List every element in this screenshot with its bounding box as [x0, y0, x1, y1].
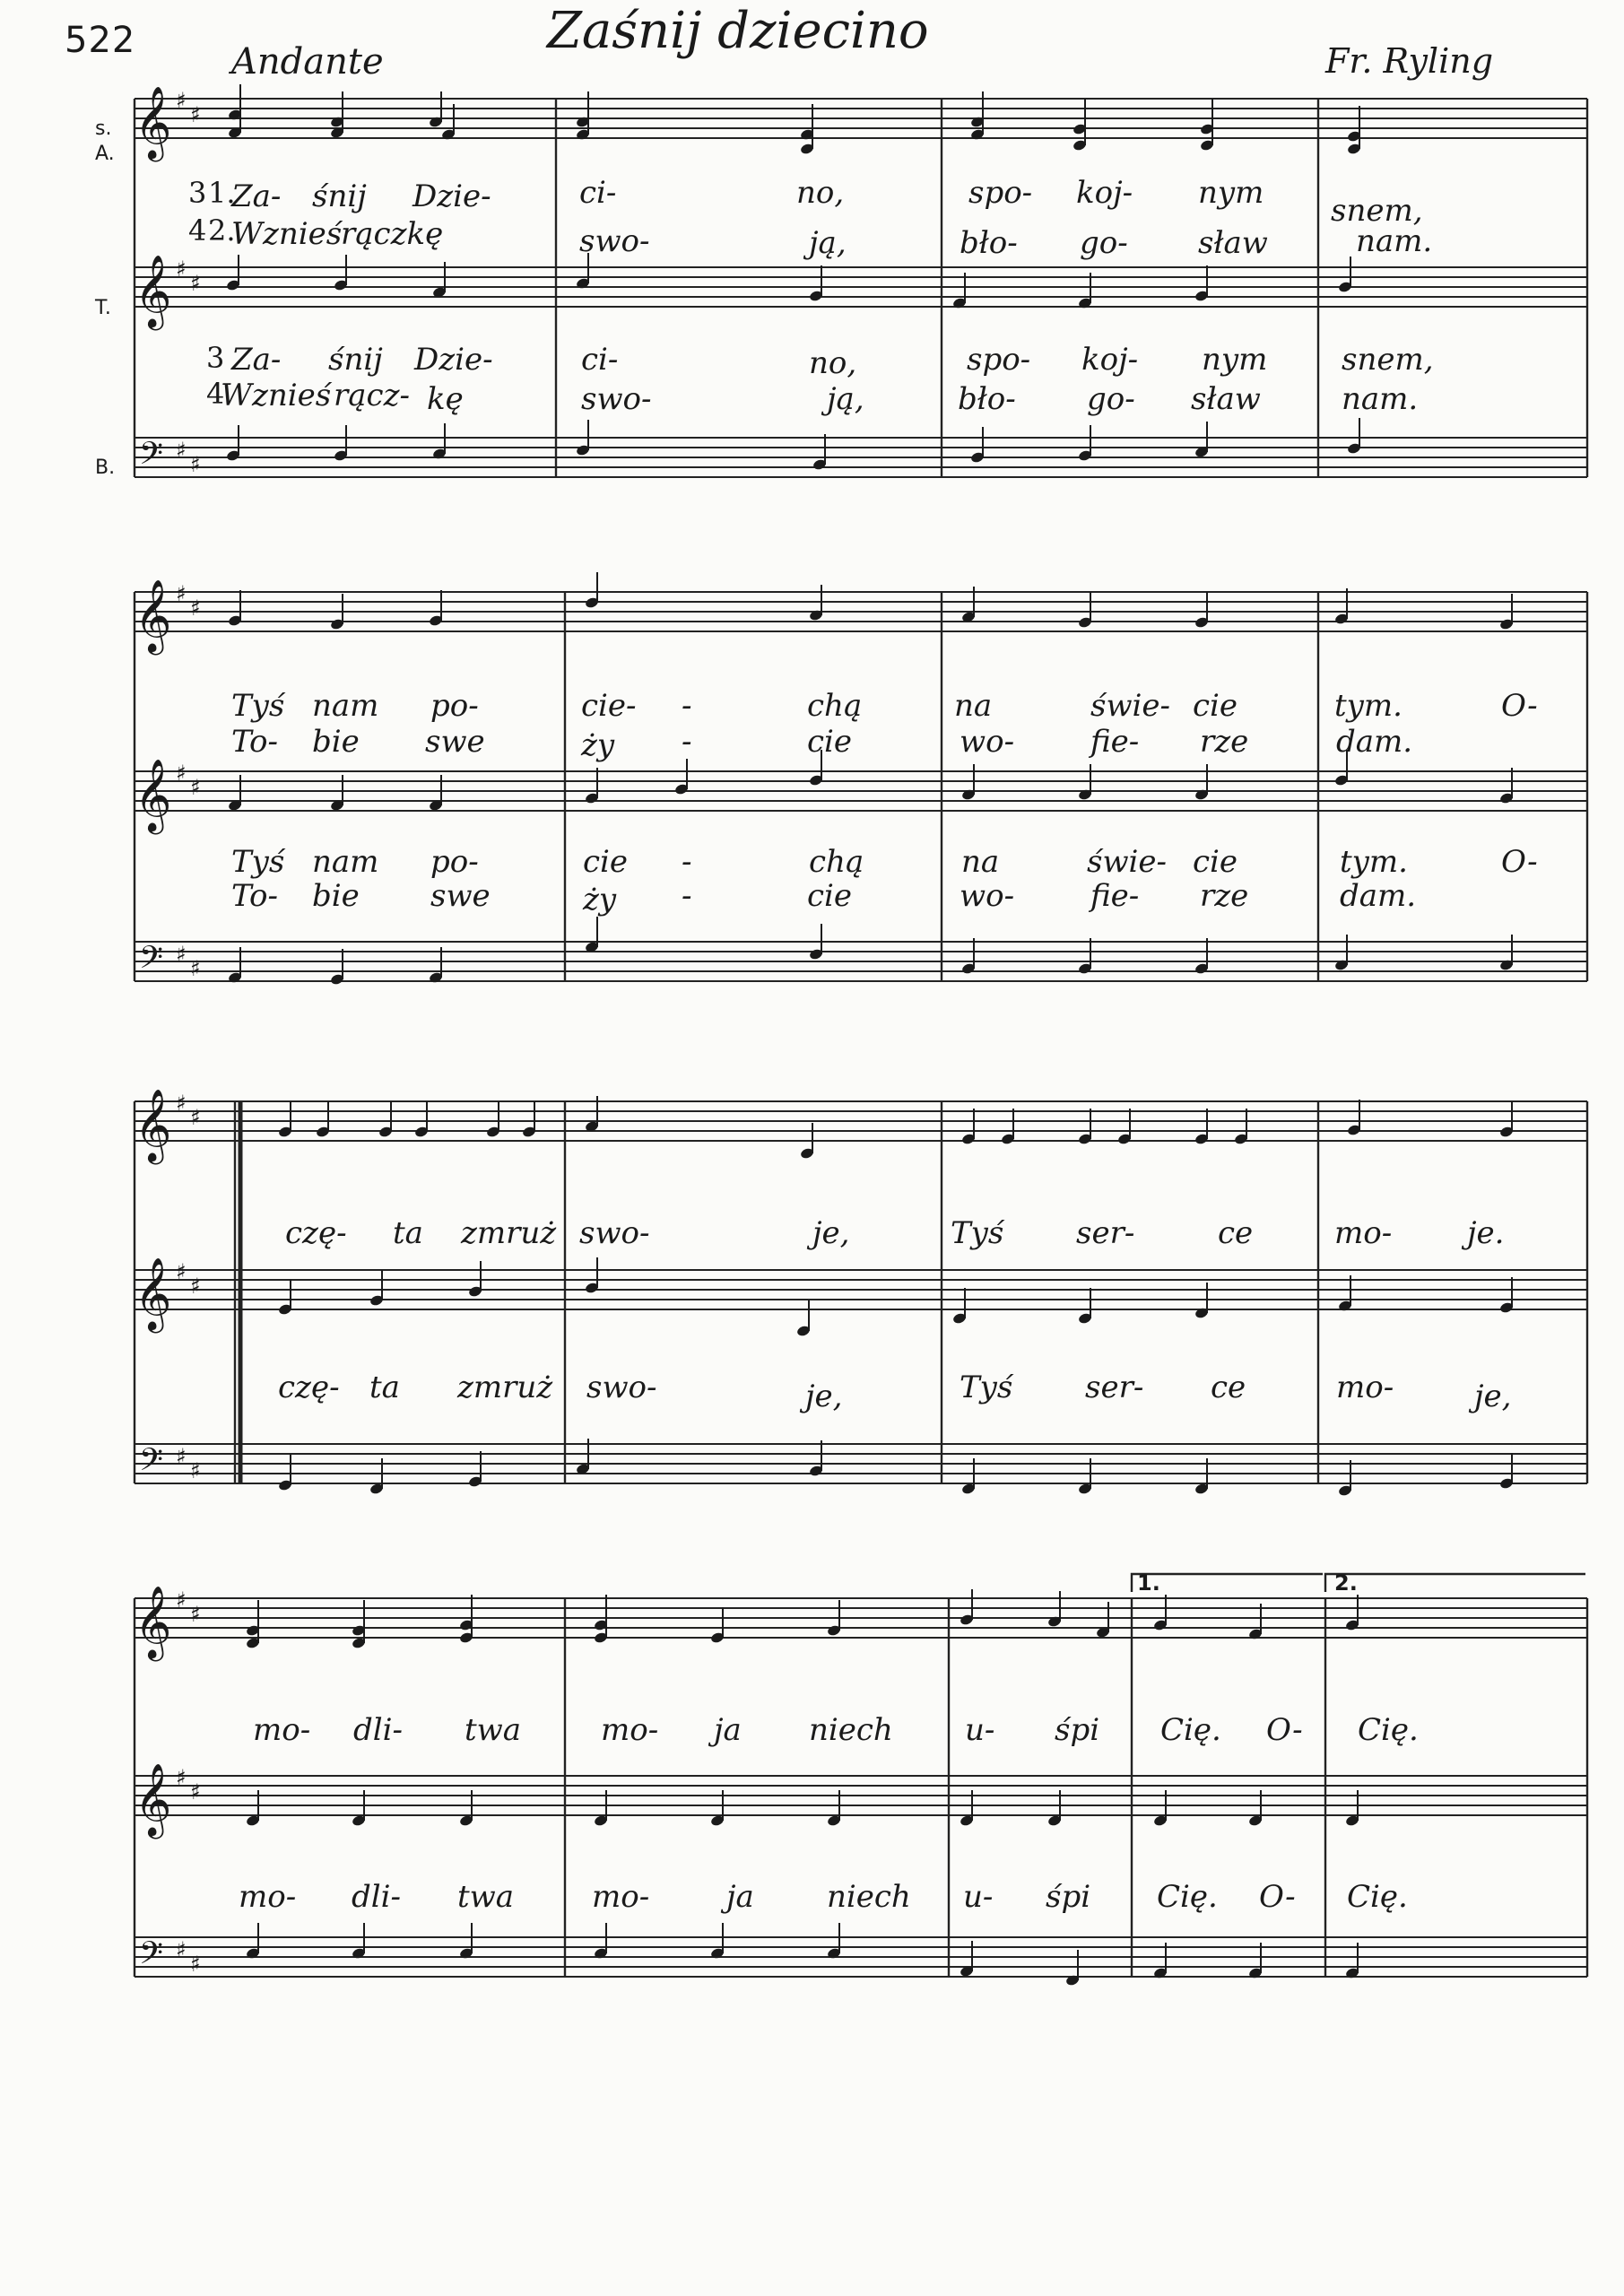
- system-1-upper-lyrics-line2: [231, 216, 1432, 261]
- lyric-syllable: spo-: [968, 175, 1033, 211]
- lyric-syllable: O-: [1266, 1712, 1303, 1748]
- sharp-icon: ♯: [176, 257, 187, 282]
- lyric-syllable: je.: [1467, 1215, 1505, 1251]
- lyric-syllable: czę-: [285, 1215, 347, 1251]
- lyric-syllable: chą: [807, 688, 863, 724]
- lyric-syllable: Za-: [231, 342, 282, 378]
- lyric-syllable: swo-: [579, 223, 650, 259]
- lyric-syllable: mo-: [601, 1712, 659, 1748]
- sharp-icon: ♯: [190, 956, 201, 981]
- sharp-icon: ♯: [190, 596, 201, 621]
- sharp-icon: ♯: [176, 942, 187, 967]
- system-2-upper-lyrics-line2: [231, 724, 1412, 763]
- lyric-syllable: cie: [807, 724, 853, 760]
- sharp-icon: ♯: [176, 1091, 187, 1116]
- system-4-lower-lyrics: [239, 1879, 1408, 1915]
- lyric-syllable: dam.: [1340, 878, 1417, 914]
- bass-clef-icon: 𝄢: [139, 435, 164, 479]
- sharp-icon: ♯: [176, 761, 187, 786]
- lyric-syllable: Cię.: [1160, 1712, 1221, 1748]
- sharp-icon: ♯: [190, 1458, 201, 1483]
- sharp-icon: ♯: [190, 775, 201, 800]
- lyric-syllable: ce: [1211, 1370, 1246, 1405]
- lyric-syllable: na: [961, 844, 1000, 880]
- verse-marker: 4: [188, 213, 207, 248]
- bass-label: B.: [95, 457, 116, 479]
- system-3-upper-lyrics: [285, 1215, 1504, 1251]
- sharp-icon: ♯: [176, 88, 187, 113]
- lyric-syllable: je,: [1474, 1378, 1512, 1414]
- lyric-syllable: chą: [809, 844, 864, 880]
- treble-clef-icon: 𝄞: [135, 578, 172, 652]
- lyric-syllable: O-: [1501, 688, 1538, 724]
- lyric-syllable: śpi: [1055, 1712, 1100, 1748]
- lyric-syllable: ży: [583, 882, 617, 918]
- lyric-syllable: go-: [1087, 381, 1135, 417]
- lyric-syllable: Cię.: [1157, 1879, 1218, 1915]
- lyric-syllable: snem,: [1342, 342, 1434, 378]
- lyric-syllable: Za-: [231, 178, 282, 214]
- lyric-syllable: ta: [393, 1215, 423, 1251]
- lyric-syllable: tym.: [1334, 688, 1403, 724]
- lyric-syllable: mo-: [1334, 1215, 1393, 1251]
- lyric-syllable: cie-: [581, 688, 637, 724]
- page-number: 522: [65, 20, 136, 61]
- volta-1-label: 1.: [1137, 1570, 1160, 1596]
- lyric-syllable: ja: [714, 1712, 742, 1748]
- treble-clef-icon: 𝄞: [135, 254, 172, 327]
- verse-marker: 3: [188, 176, 207, 210]
- treble-clef-icon: 𝄞: [135, 85, 172, 159]
- lyric-syllable: rącz-: [334, 378, 410, 413]
- volta-2-label: 2.: [1334, 1570, 1358, 1596]
- clefs: [135, 85, 201, 1979]
- sharp-icon: ♯: [176, 1765, 187, 1790]
- treble-clef-icon: 𝄞: [135, 1088, 172, 1161]
- lyric-syllable: zmruż: [457, 1370, 553, 1405]
- lyric-syllable: twa: [465, 1712, 522, 1748]
- tenor-label: T.: [95, 297, 111, 319]
- verse-marker: 3: [206, 341, 225, 375]
- sharp-icon: ♯: [176, 1587, 187, 1613]
- system-2-lower-lyrics-line2: [231, 878, 1416, 918]
- lyric-syllable: dli-: [352, 1879, 402, 1915]
- lyric-syllable: Tyś: [960, 1370, 1013, 1405]
- lyric-syllable: czę-: [278, 1370, 340, 1405]
- lyric-syllable: no,: [796, 175, 845, 211]
- lyric-syllable: sław: [1198, 225, 1268, 261]
- lyric-syllable: ją,: [809, 225, 847, 261]
- lyric-syllable: To-: [231, 724, 278, 760]
- lyric-syllable: mo-: [1336, 1370, 1394, 1405]
- lyric-syllable: ci-: [579, 175, 617, 211]
- sharp-icon: ♯: [190, 1779, 201, 1805]
- lyric-syllable: świe-: [1087, 844, 1168, 880]
- sharp-icon: ♯: [176, 581, 187, 606]
- sharp-icon: ♯: [190, 1952, 201, 1977]
- lyric-syllable: Dzie-: [414, 342, 493, 378]
- sharp-icon: ♯: [176, 1937, 187, 1962]
- lyric-syllable: wo-: [960, 724, 1015, 760]
- lyric-syllable: swe: [430, 878, 491, 914]
- sharp-icon: ♯: [176, 1259, 187, 1284]
- lyric-syllable: dli-: [353, 1712, 404, 1748]
- lyric-syllable: Tyś: [231, 844, 285, 880]
- lyric-syllable: mo-: [592, 1879, 650, 1915]
- sharp-icon: ♯: [190, 102, 201, 127]
- lyric-syllable: rze: [1200, 878, 1249, 914]
- bass-clef-icon: 𝄢: [139, 939, 164, 983]
- lyric-syllable: ce: [1218, 1215, 1254, 1251]
- system-1-lower-lyrics-line1: [230, 342, 1434, 381]
- lyric-syllable: śnij: [328, 342, 383, 378]
- lyric-syllable: Wznieś: [221, 378, 332, 413]
- sharp-icon: ♯: [190, 271, 201, 296]
- lyric-syllable: ży: [581, 727, 615, 763]
- lyric-syllable: O-: [1259, 1879, 1296, 1915]
- lyric-syllable: rze: [1200, 724, 1249, 760]
- treble-clef-icon: 𝄞: [135, 1257, 172, 1330]
- lyric-syllable: O-: [1501, 844, 1538, 880]
- sharp-icon: ♯: [190, 1602, 201, 1627]
- system-1-lower-lyrics-line2: [221, 378, 1418, 417]
- lyric-syllable: bło-: [958, 381, 1016, 417]
- lyric-syllable: je,: [812, 1215, 850, 1251]
- lyric-syllable: Cię.: [1358, 1712, 1419, 1748]
- verse-marker: 1.: [208, 176, 236, 210]
- lyric-syllable: swo-: [586, 1370, 657, 1405]
- lyric-syllable: niech: [809, 1712, 893, 1748]
- lyric-syllable: kę: [427, 381, 464, 417]
- lyric-syllable: u-: [963, 1879, 994, 1915]
- lyric-syllable: śnij: [312, 178, 367, 214]
- lyric-syllable: To-: [231, 878, 278, 914]
- lyric-syllable: no,: [809, 345, 857, 381]
- lyric-syllable: mo-: [239, 1879, 297, 1915]
- lyric-syllable: ser-: [1085, 1370, 1144, 1405]
- lyric-syllable: fie-: [1090, 878, 1140, 914]
- sharp-icon: ♯: [176, 1444, 187, 1469]
- lyric-syllable: dam.: [1336, 724, 1413, 760]
- lyric-syllable: rączkę: [341, 216, 444, 252]
- system-4-upper-lyrics: [253, 1712, 1419, 1748]
- sharp-icon: ♯: [176, 438, 187, 463]
- lyric-syllable: Cię.: [1347, 1879, 1408, 1915]
- lyric-syllable: -: [682, 844, 692, 880]
- lyric-syllable: cie: [1193, 688, 1238, 724]
- lyric-syllable: u-: [965, 1712, 995, 1748]
- soprano-label: s.: [95, 117, 112, 140]
- lyric-syllable: ci-: [581, 342, 619, 378]
- bass-clef-icon: 𝄢: [139, 1935, 164, 1979]
- lyric-syllable: cie: [807, 878, 853, 914]
- lyric-syllable: Tyś: [231, 688, 285, 724]
- lyric-syllable: ser-: [1076, 1215, 1135, 1251]
- lyric-syllable: niech: [827, 1879, 911, 1915]
- bass-clef-icon: 𝄢: [139, 1441, 164, 1485]
- system-2-lower-lyrics-line1: [231, 844, 1538, 880]
- tempo-marking: Andante: [231, 41, 384, 83]
- lyric-syllable: Tyś: [951, 1215, 1004, 1251]
- lyric-syllable: zmruż: [461, 1215, 557, 1251]
- lyric-syllable: je,: [805, 1378, 843, 1414]
- treble-clef-icon: 𝄞: [135, 758, 172, 831]
- lyric-syllable: wo-: [960, 878, 1015, 914]
- lyric-syllable: Dzie-: [413, 178, 491, 214]
- lyric-syllable: bło-: [960, 225, 1018, 261]
- lyric-syllable: po-: [430, 688, 479, 724]
- lyric-syllable: nam.: [1342, 381, 1419, 417]
- lyric-syllable: po-: [430, 844, 479, 880]
- lyric-syllable: bie: [312, 724, 360, 760]
- lyric-syllable: koj-: [1081, 342, 1139, 378]
- song-title: Zaśnij dziecino: [547, 2, 929, 60]
- volta-bracket-1: [1132, 1574, 1323, 1592]
- system-2-upper-lyrics-line1: [231, 688, 1538, 724]
- lyric-syllable: ją,: [827, 381, 864, 417]
- lyric-syllable: na: [954, 688, 993, 724]
- alto-label: A.: [95, 143, 115, 165]
- lyric-syllable: sław: [1191, 381, 1261, 417]
- lyric-syllable: Wznieś: [231, 216, 343, 252]
- lyric-syllable: śpi: [1046, 1879, 1091, 1915]
- lyric-syllable: bie: [312, 878, 360, 914]
- sharp-icon: ♯: [190, 1274, 201, 1299]
- verse-marker: 4: [206, 377, 225, 411]
- lyric-syllable: nam: [312, 844, 379, 880]
- lyric-syllable: tym.: [1340, 844, 1408, 880]
- lyric-syllable: ja: [726, 1879, 754, 1915]
- lyric-syllable: swo-: [579, 1215, 650, 1251]
- lyric-syllable: swo-: [581, 381, 652, 417]
- lyric-syllable: ta: [369, 1370, 400, 1405]
- treble-clef-icon: 𝄞: [135, 1762, 172, 1836]
- volta-bracket-2: [1325, 1574, 1585, 1592]
- lyric-syllable: swe: [425, 724, 485, 760]
- lyric-syllable: mo-: [253, 1712, 311, 1748]
- verse-marker: 2.: [208, 213, 236, 248]
- sharp-icon: ♯: [190, 1105, 201, 1130]
- lyric-syllable: cie: [1193, 844, 1238, 880]
- lyric-syllable: -: [682, 688, 692, 724]
- lyric-syllable: nam.: [1356, 223, 1433, 259]
- sharp-icon: ♯: [190, 452, 201, 477]
- treble-clef-icon: 𝄞: [135, 1585, 172, 1658]
- lyric-syllable: go-: [1080, 225, 1128, 261]
- lyric-syllable: cie: [583, 844, 629, 880]
- lyric-syllable: -: [682, 878, 692, 914]
- lyric-syllable: twa: [457, 1879, 515, 1915]
- lyric-syllable: spo-: [967, 342, 1031, 378]
- lyric-syllable: nym: [1198, 175, 1264, 211]
- system-3-lower-lyrics: [278, 1370, 1511, 1414]
- lyric-syllable: koj-: [1076, 175, 1133, 211]
- lyric-syllable: snem,: [1331, 193, 1423, 229]
- lyric-syllable: świe-: [1090, 688, 1171, 724]
- lyric-syllable: -: [682, 724, 692, 760]
- lyric-syllable: fie-: [1090, 724, 1140, 760]
- composer-name: Fr. Ryling: [1325, 41, 1494, 81]
- lyric-syllable: nym: [1202, 342, 1268, 378]
- lyric-syllable: nam: [312, 688, 379, 724]
